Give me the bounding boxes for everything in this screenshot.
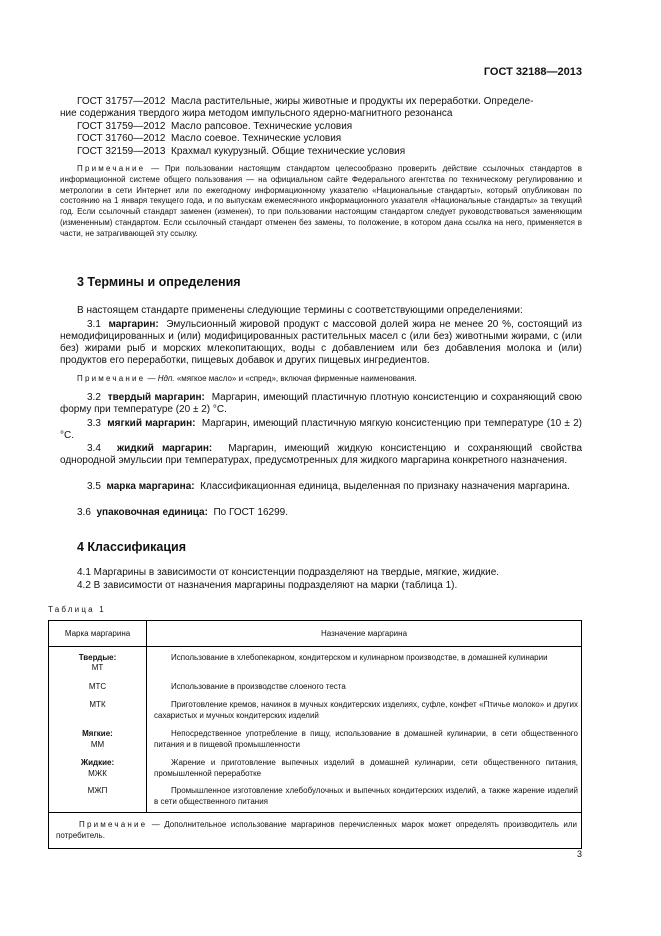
term-name: мягкий маргарин:	[107, 418, 196, 429]
term-3-3	[60, 418, 582, 442]
term-3-2	[60, 392, 582, 416]
term-definition: Маргарин, имеющий пластичную плотную консистенцию и сохраняющий свою форму при температуре (20 ± 2) °С.	[60, 392, 583, 415]
term-note: Примечание — Ндп. «мягкое масло» и «спред», включая фирменные наименования.	[77, 374, 417, 383]
reference-code: ГОСТ 31760—2012	[77, 133, 166, 144]
table-row	[49, 779, 582, 813]
mark-purpose: Непосредственное употребление в пищу, использование в домашней кулинарии, в сети общественного питания и в пищевой промышленности	[147, 721, 582, 750]
table-row	[49, 646, 582, 674]
term-number: 3.6	[77, 507, 91, 518]
term-number: 3.2	[87, 392, 101, 403]
section-4-title: 4 Классификация	[77, 540, 187, 554]
mark-code: МЖК	[88, 768, 107, 778]
paragraph-4-2: 4.2 В зависимости от назначения маргарины подразделяют на марки (таблица 1).	[77, 580, 458, 591]
paragraph-4-1: 4.1 Маргарины в зависимости от консистенции подразделяют на твердые, мягкие, жидкие.	[77, 567, 500, 578]
reference-title: Масло соевое. Технические условия	[171, 133, 342, 144]
page-number: 3	[576, 849, 582, 859]
table-row	[49, 674, 582, 693]
reference-code: ГОСТ 32159—2013	[77, 146, 166, 157]
term-name: марка маргарина:	[106, 481, 195, 492]
term-definition: Классификационная единица, выделенная по признаку назначения маргарина.	[200, 481, 570, 492]
note-text: «мягкое масло» и «спред», включая фирменные наименования.	[176, 374, 417, 383]
term-name: жидкий маргарин:	[117, 443, 213, 454]
reference-item	[77, 146, 405, 158]
term-3-1	[60, 319, 582, 367]
note-label: Примечание	[77, 164, 146, 173]
mark-code: МТС	[49, 674, 147, 693]
ndp-abbreviation: Ндп.	[157, 374, 175, 383]
mark-code: МТ	[91, 663, 104, 672]
column-header-mark: Марка маргарина	[49, 621, 147, 647]
note-text: — Дополнительное использование маргаринов перечисленных марок может определять производитель или потребитель.	[56, 820, 577, 840]
mark-code: ММ	[90, 739, 105, 749]
section-3-title: 3 Термины и определения	[77, 275, 241, 289]
reference-code: ГОСТ 31757—2012	[77, 96, 166, 107]
margarine-marks-table	[48, 620, 582, 849]
table-caption: Таблица 1	[48, 605, 106, 614]
mark-purpose: Приготовление кремов, начинок в мучных кондитерских изделиях, суфле, конфет «Птичье молоко» и других сахаристых и мучных кондитерских изделий	[147, 692, 582, 721]
group-label-soft: Мягкие:	[82, 729, 113, 738]
term-name: маргарин:	[108, 319, 159, 330]
note-text: — При пользовании настоящим стандартом целесообразно проверить действие ссылочных стандартов в информационной системе общего пользования — на официальном сайте Федерального агентства по техническому регулированию и метрологии в сети Интернет или по ежегодному информационному указателю «Национальные стандарты», который опубликован по состоянию на 1 января текущего года, и по выпускам ежемесячного информационного указателя «Национальные стандарты» за текущий год. Если ссылочный стандарт заменен (изменен), то при пользовании настоящим стандартом следует руководствоваться заменяющим (измененным) стандартом. Если ссылочный стандарт отменен без замены, то положение, в котором дана ссылка на него, применяется в части, не затрагивающей эту ссылку.	[60, 164, 582, 238]
document-header-id: ГОСТ 32188—2013	[483, 66, 582, 78]
references-list	[77, 96, 582, 108]
table-row	[49, 721, 582, 750]
mark-purpose: Промышленное изготовление хлебобулочных и выпечных кондитерских изделий, а также жарение изделий в сети общественного питания	[147, 779, 582, 813]
table-note-row	[49, 813, 582, 849]
term-3-4	[60, 443, 582, 467]
group-label-liquid: Жидкие:	[80, 758, 115, 767]
table-row	[49, 750, 582, 779]
term-number: 3.4	[87, 443, 101, 454]
reference-title-continued: ние содержания твердого жира методом импульсного ядерно-магнитного резонанса	[60, 108, 453, 119]
note-label: Примечание	[77, 374, 146, 383]
group-label-solid: Твердые:	[78, 652, 117, 662]
reference-title: Крахмал кукурузный. Общие технические условия	[171, 146, 406, 157]
term-definition: По ГОСТ 16299.	[213, 507, 289, 518]
mark-code: МЖП	[49, 779, 147, 813]
table-note	[49, 813, 582, 849]
term-number: 3.5	[87, 481, 101, 492]
mark-purpose: Использование в хлебопекарном, кондитерском и кулинарном производстве, в домашней кулинарии	[147, 646, 582, 674]
term-name: упаковочная единица:	[96, 507, 208, 518]
table-row	[49, 692, 582, 721]
term-definition: Маргарин, имеющий пластичную мягкую консистенцию при температуре (10 ± 2) °С.	[60, 418, 582, 441]
mark-purpose: Использование в производстве слоеного теста	[147, 674, 582, 693]
mark-code: МТК	[49, 692, 147, 721]
term-definition: Маргарин, имеющий жидкую консистенцию и сохраняющий свойства однородной эмульсии при температурах, предусмотренных для жидкого маргарина конкретного назначения.	[60, 443, 583, 466]
term-number: 3.3	[87, 418, 101, 429]
reference-title: Масло рапсовое. Технические условия	[171, 121, 353, 132]
column-header-purpose: Назначение маргарина	[147, 621, 582, 647]
term-3-6	[77, 507, 288, 519]
note-label: Примечание	[79, 820, 148, 829]
reference-title: Масла растительные, жиры животные и продукты их переработки. Определе-	[171, 96, 534, 107]
reference-code: ГОСТ 31759—2012	[77, 121, 166, 132]
references-note	[60, 164, 582, 240]
table-header-row	[49, 621, 582, 647]
term-number: 3.1	[87, 319, 101, 330]
reference-item	[77, 121, 352, 133]
reference-item	[77, 133, 341, 145]
reference-item	[77, 96, 582, 108]
section-3-intro: В настоящем стандарте применены следующие термины с соответствующими определениями:	[77, 305, 523, 316]
term-3-5	[60, 481, 582, 493]
mark-purpose: Жарение и приготовление выпечных изделий в домашней кулинарии, сети общественного питания, промышленной переработке	[147, 750, 582, 779]
term-name: твердый маргарин:	[107, 392, 205, 403]
term-definition: Эмульсионный жировой продукт с массовой долей жира не менее 20 %, состоящий из немодифицированных и (или) модифицированных растительных масел с (или без) животными жирами, с (или без) жирами рыб и морских млекопитающих, воды с добавлением или без добавления молока и (или) продуктов его переработки, пищевых добавок и других пищевых ингредиентов.	[60, 319, 583, 366]
